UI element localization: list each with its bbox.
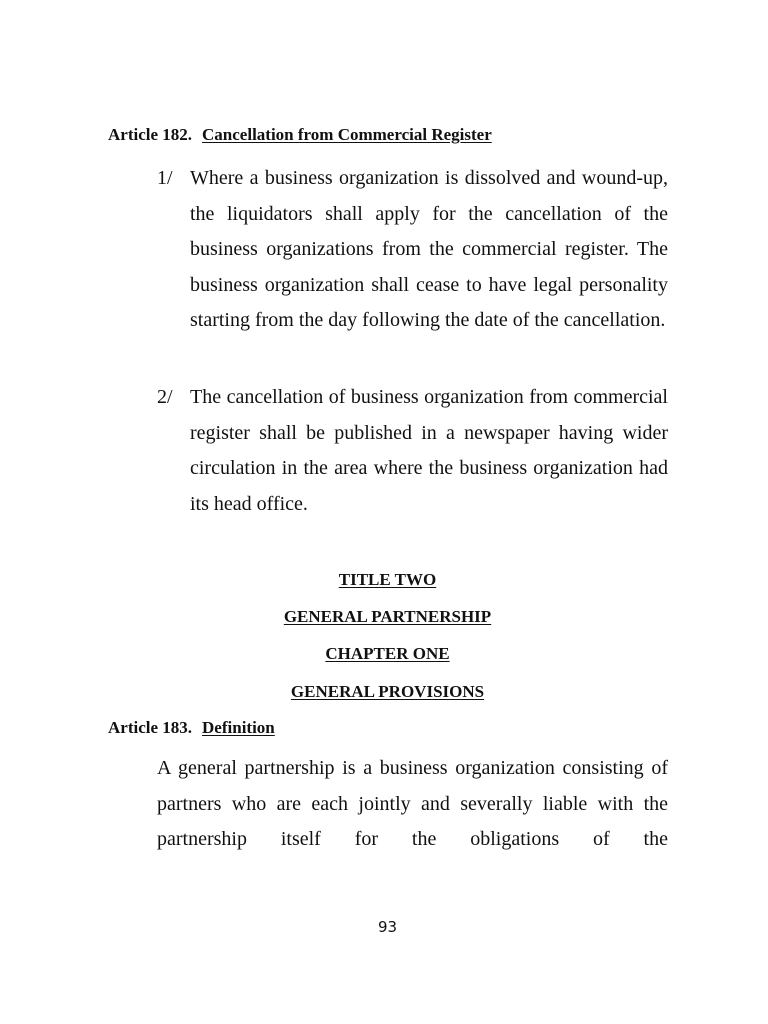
item-2-text: The cancellation of business organization from commercial register shall be published in a newspaper having wider circulation in the area where the business organization had its head office. <box>190 386 668 515</box>
article-182-heading <box>108 125 492 145</box>
item-1-text: Where a business organization is dissolved and wound-up, the liquidators shall apply for the cancellation of the business organizations from the commercial register. The business organization shall cease to have legal personality starting from the day following the date of the cancellation. <box>190 167 668 331</box>
chapter-one: CHAPTER ONE <box>325 644 450 663</box>
general-provisions: GENERAL PROVISIONS <box>290 682 485 701</box>
title-heading <box>0 569 768 591</box>
chapter-title-heading <box>0 681 768 703</box>
article-183-number: Article 183. <box>108 718 193 737</box>
chapter-heading <box>0 643 768 665</box>
item-1-marker: 1/ <box>157 167 173 189</box>
item-2-marker: 2/ <box>157 386 173 408</box>
article-183-text: A general partnership is a business organization consisting of partners who are each jointly and severally liable with the partnership itself for the obligations of the <box>157 757 668 850</box>
article-182-item-2 <box>157 380 668 522</box>
article-182-number: Article 182. <box>108 125 193 144</box>
article-183-title: Definition <box>202 718 275 737</box>
article-182-title: Cancellation from Commercial Register <box>202 125 492 144</box>
page-number: 93 <box>377 918 398 936</box>
article-182-item-1 <box>157 161 668 339</box>
title-two: TITLE TWO <box>338 570 437 589</box>
subtitle-heading <box>0 606 768 628</box>
article-183-heading <box>108 718 275 738</box>
general-partnership: GENERAL PARTNERSHIP <box>283 607 492 626</box>
